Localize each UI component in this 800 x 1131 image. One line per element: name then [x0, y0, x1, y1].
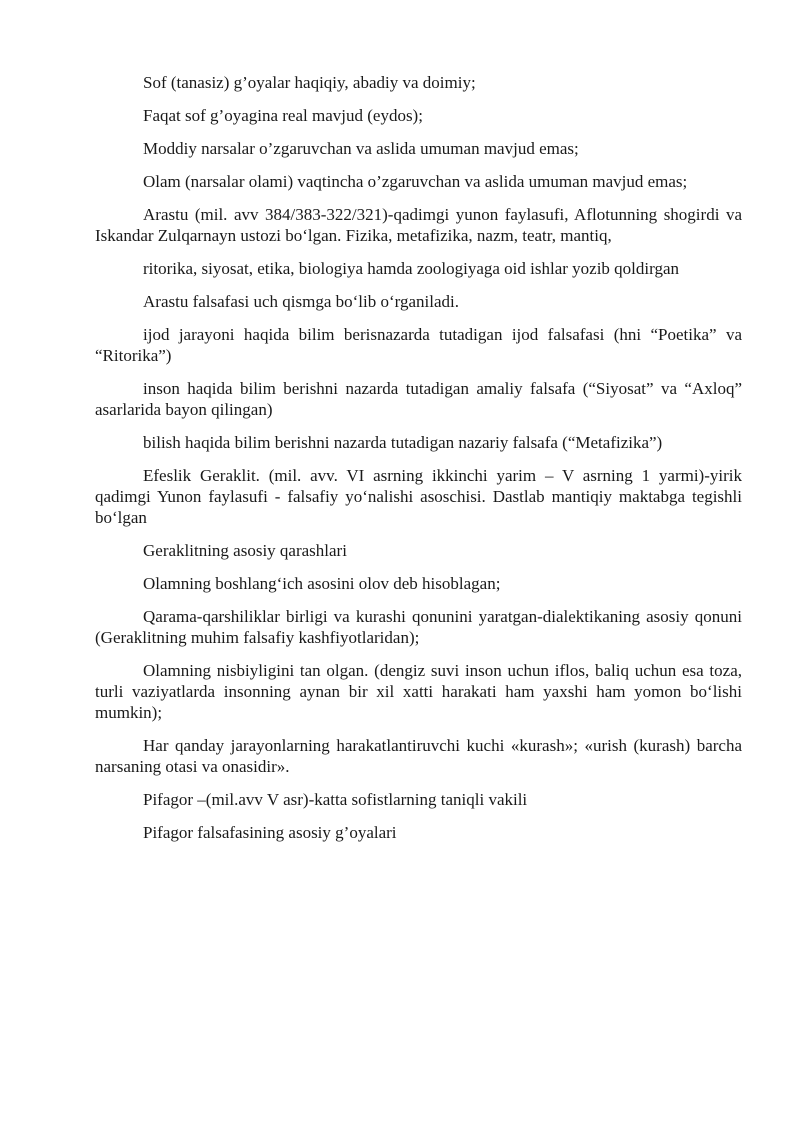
paragraph-kurash: Har qanday jarayonlarning harakatlantiruvchi kuchi «kurash»; «urish (kurash) barcha narsaning otasi va onasidir». [95, 736, 742, 776]
paragraph-geraklit-intro: Efeslik Geraklit. (mil. avv. VI asrning ikkinchi yarim – V asrning 1 yarmi)-yirik qadimgi Yunon faylasufi - falsafiy yo‘nalishi asoschisi. Dastlab mantiqiy maktabga tegishli bo‘lgan [95, 466, 742, 527]
paragraph-sof-goyalar: Sof (tanasiz) g’oyalar haqiqiy, abadiy va doimiy; [143, 73, 476, 92]
paragraph-pifagor-intro: Pifagor –(mil.avv V asr)-katta sofistlarning taniqli vakili [143, 790, 528, 809]
paragraph-geraklit-heading: Geraklitning asosiy qarashlari [143, 541, 347, 560]
paragraph-amaliy-falsafa: inson haqida bilim berishni nazarda tutadigan amaliy falsafa (“Siyosat” va “Axloq” asarlarida bayon qilingan) [95, 379, 742, 419]
paragraph-arastu-falsafasi: Arastu falsafasi uch qismga bo‘lib o‘rganiladi. [143, 292, 459, 311]
paragraph-ritorika: ritorika, siyosat, etika, biologiya hamda zoologiyaga oid ishlar yozib qoldirgan [143, 259, 680, 278]
paragraph-olam: Olam (narsalar olami) vaqtincha o’zgaruvchan va aslida umuman mavjud emas; [143, 172, 688, 191]
document-page [95, 72, 742, 855]
paragraph-pifagor-heading: Pifagor falsafasining asosiy g’oyalari [143, 823, 397, 842]
paragraph-qarama-qarshilik: Qarama-qarshiliklar birligi va kurashi qonunini yaratgan-dialektikaning asosiy qonuni (Geraklitning muhim falsafiy kashfiyotlaridan); [95, 607, 742, 647]
paragraph-nisbiylik: Olamning nisbiyligini tan olgan. (dengiz suvi inson uchun iflos, baliq uchun esa toza, turli vaziyatlarda insonning aynan bir xil xatti harakati ham yaxshi ham yomon bo‘lishi mumkin); [95, 661, 742, 722]
paragraph-ijod-falsafasi: ijod jarayoni haqida bilim berisnazarda tutadigan ijod falsafasi (hni “Poetika” va “Ritorika”) [95, 325, 742, 365]
paragraph-arastu-intro: Arastu (mil. avv 384/383-322/321)-qadimgi yunon faylasufi, Aflotunning shogirdi va Iskandar Zulqarnayn ustozi bo‘lgan. Fizika, metafizika, nazm, teatr, mantiq, [95, 205, 742, 245]
paragraph-nazariy-falsafa: bilish haqida bilim berishni nazarda tutadigan nazariy falsafa (“Metafizika”) [143, 433, 663, 452]
paragraph-faqat-sof-goya: Faqat sof g’oyagina real mavjud (eydos); [143, 106, 423, 125]
paragraph-olov: Olamning boshlang‘ich asosini olov deb hisoblagan; [143, 574, 501, 593]
paragraph-moddiy-narsalar: Moddiy narsalar o’zgaruvchan va aslida umuman mavjud emas; [143, 139, 579, 158]
